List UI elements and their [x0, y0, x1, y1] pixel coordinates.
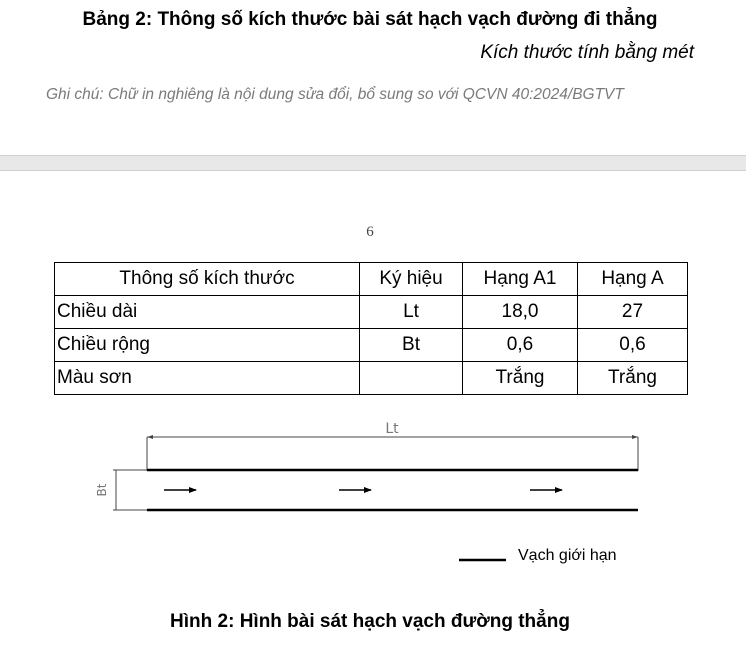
table-cell: 0,6: [578, 329, 688, 362]
units-note: Kích thước tính bằng mét: [480, 42, 694, 63]
width-label: Bt: [95, 483, 109, 497]
table-cell: Chiều dài: [55, 296, 360, 329]
table-title: Bảng 2: Thông số kích thước bài sát hạch vạch đường đi thẳng: [82, 9, 658, 30]
table-cell: Chiều rộng: [55, 329, 360, 362]
lane-diagram: [80, 415, 660, 575]
table-row: [55, 296, 688, 329]
header-cell: Thông số kích thước: [55, 263, 360, 296]
table-cell: [360, 362, 463, 395]
figure-caption: Hình 2: Hình bài sát hạch vạch đường thẳng: [170, 611, 570, 632]
table-row: [55, 362, 688, 395]
dimension-table: [54, 262, 688, 395]
table-header-row: [55, 263, 688, 296]
header-cell: Hạng A1: [463, 263, 578, 296]
width-dimension: [95, 470, 147, 510]
table-cell: Trắng: [463, 362, 578, 395]
header-cell: Ký hiệu: [360, 263, 463, 296]
length-dimension: [147, 421, 638, 471]
table-cell: Trắng: [578, 362, 688, 395]
table-cell: Lt: [360, 296, 463, 329]
revision-note: Ghi chú: Chữ in nghiêng là nội dung sửa đổi, bổ sung so với QCVN 40:2024/BGTVT: [46, 86, 624, 103]
page-break: [0, 155, 746, 171]
header-cell: Hạng A: [578, 263, 688, 296]
length-label: Lt: [385, 421, 399, 437]
table-cell: Màu sơn: [55, 362, 360, 395]
legend-label: Vạch giới hạn: [518, 547, 617, 564]
table-cell: Bt: [360, 329, 463, 362]
table-cell: 27: [578, 296, 688, 329]
table-row: [55, 329, 688, 362]
page-number: 6: [366, 224, 374, 240]
table-cell: 18,0: [463, 296, 578, 329]
table-cell: 0,6: [463, 329, 578, 362]
